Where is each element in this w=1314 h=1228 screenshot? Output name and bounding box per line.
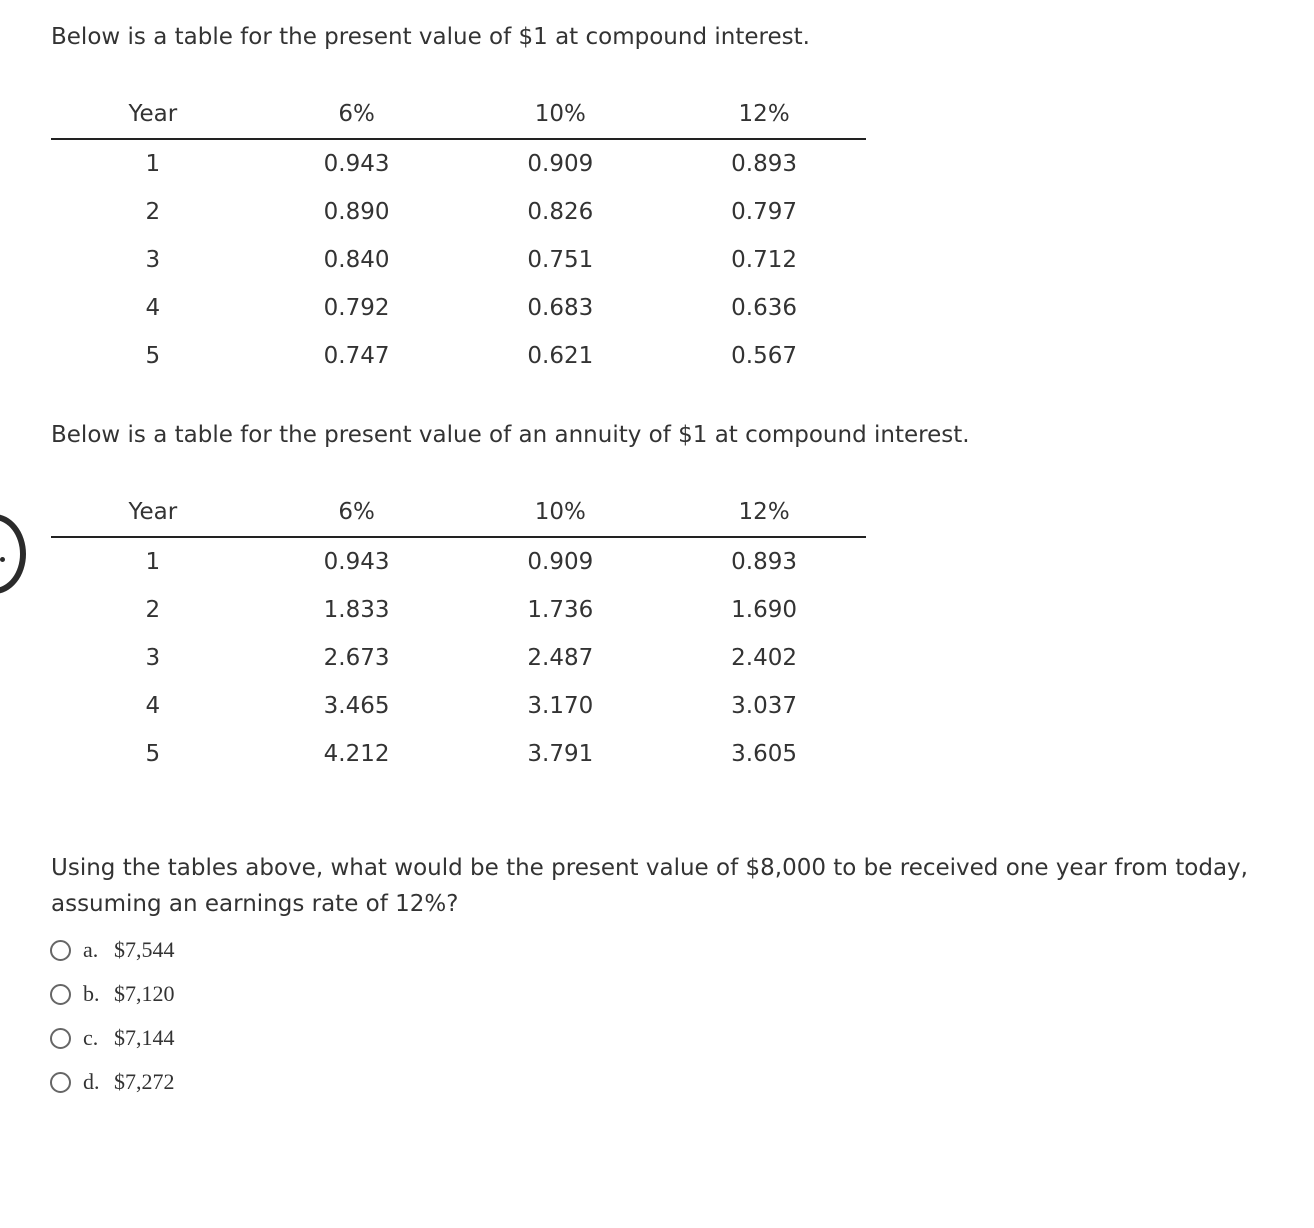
annuity-value-table	[51, 488, 866, 778]
table-cell: 3.791	[527, 741, 594, 767]
column-header-year: Year	[51, 90, 255, 139]
table-cell: 0.909	[527, 151, 594, 177]
pointer-cursor-icon	[0, 514, 26, 594]
table-row	[51, 332, 866, 380]
table-cell: 0.840	[323, 247, 390, 273]
table-cell: 0.826	[527, 199, 594, 225]
radio-button-icon[interactable]	[50, 1072, 71, 1093]
table-cell: 0.621	[527, 343, 594, 369]
option-letter: c.	[83, 1025, 99, 1050]
column-header-rate: 6%	[255, 488, 459, 537]
table-row	[51, 188, 866, 236]
table-cell: 0.943	[323, 549, 390, 575]
table-cell: 3.605	[731, 741, 798, 767]
column-header-rate: 12%	[662, 90, 866, 139]
table-cell: 1.833	[323, 597, 390, 623]
table-cell: 2.673	[323, 645, 390, 671]
table-cell: 0.890	[323, 199, 390, 225]
table-header-row	[51, 90, 866, 139]
option-value: $7,272	[114, 1069, 175, 1094]
present-value-table	[51, 90, 866, 380]
pointer-dot-icon	[0, 557, 5, 562]
table-row	[51, 586, 866, 634]
option-a[interactable]	[50, 928, 175, 972]
table-row	[51, 634, 866, 682]
table-cell: 3.465	[323, 693, 390, 719]
table-cell: 0.683	[527, 295, 594, 321]
table-cell: 0.792	[323, 295, 390, 321]
option-b[interactable]	[50, 972, 175, 1016]
table-cell: 0.893	[731, 549, 798, 575]
radio-button-icon[interactable]	[50, 984, 71, 1005]
table-cell: 0.893	[731, 151, 798, 177]
option-c[interactable]	[50, 1016, 175, 1060]
table-header-row	[51, 488, 866, 537]
column-header-rate: 12%	[662, 488, 866, 537]
pv-table-intro: Below is a table for the present value of $1 at compound interest.	[51, 24, 810, 50]
radio-button-icon[interactable]	[50, 940, 71, 961]
table-cell: 1.690	[731, 597, 798, 623]
table-cell: 4	[145, 693, 161, 719]
table-cell: 2	[145, 199, 161, 225]
table-cell: 5	[145, 741, 161, 767]
table-cell: 2.487	[527, 645, 594, 671]
table-cell: 0.747	[323, 343, 390, 369]
question-text: Using the tables above, what would be the present value of $8,000 to be received one year from today, assuming an earnings rate of 12%?	[51, 855, 1248, 917]
table-cell: 3.170	[527, 693, 594, 719]
radio-button-icon[interactable]	[50, 1028, 71, 1049]
column-header-year: Year	[51, 488, 255, 537]
table-row	[51, 284, 866, 332]
table-cell: 2	[145, 597, 161, 623]
table-cell: 1.736	[527, 597, 594, 623]
table-cell: 2.402	[731, 645, 798, 671]
table-cell: 0.751	[527, 247, 594, 273]
table-cell: 5	[145, 343, 161, 369]
table-cell: 0.943	[323, 151, 390, 177]
option-d[interactable]	[50, 1060, 175, 1104]
table-cell: 3	[145, 645, 161, 671]
table-cell: 0.636	[731, 295, 798, 321]
table-cell: 3.037	[731, 693, 798, 719]
column-header-rate: 10%	[458, 488, 662, 537]
option-value: $7,120	[114, 981, 175, 1006]
table-row	[51, 236, 866, 284]
table-cell: 0.909	[527, 549, 594, 575]
table-cell: 0.567	[731, 343, 798, 369]
table-row	[51, 682, 866, 730]
answer-options	[50, 928, 175, 1104]
table-cell: 4.212	[323, 741, 390, 767]
table-cell: 1	[145, 151, 161, 177]
annuity-table-intro: Below is a table for the present value of an annuity of $1 at compound interest.	[51, 422, 970, 448]
table-cell: 0.797	[731, 199, 798, 225]
table-cell: 1	[145, 549, 161, 575]
table-cell: 0.712	[731, 247, 798, 273]
table-cell: 3	[145, 247, 161, 273]
option-value: $7,144	[114, 1025, 175, 1050]
table-cell: 4	[145, 295, 161, 321]
table-row	[51, 537, 866, 586]
option-letter: a.	[83, 937, 99, 962]
option-letter: d.	[83, 1069, 100, 1094]
column-header-rate: 10%	[458, 90, 662, 139]
column-header-rate: 6%	[255, 90, 459, 139]
option-value: $7,544	[114, 937, 175, 962]
option-letter: b.	[83, 981, 100, 1006]
table-row	[51, 730, 866, 778]
table-row	[51, 139, 866, 188]
